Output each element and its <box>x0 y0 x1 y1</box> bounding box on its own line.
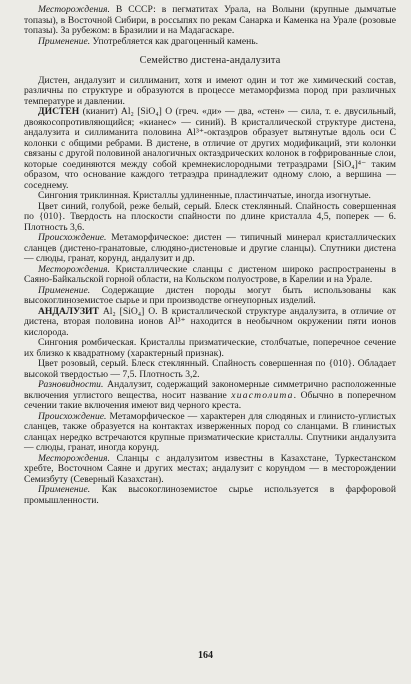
paragraph-andalusite-syngony: Сингония ромбическая. Кристаллы призматические, столбчатые, поперечное сечение их близко к квадратному (характерный признак). <box>24 337 396 359</box>
paragraph-lead: Разновидности. <box>38 379 104 390</box>
paragraph-lead: Месторождения. <box>38 452 110 464</box>
page-number: 164 <box>198 650 213 661</box>
paragraph-disthene-application <box>24 286 396 307</box>
paragraph-text: (кианит) Al₂ [SiO₄] O (греч. «ди» — два, «стен» — сила, т. е. двусильный, двоякосопротивляющийся; «кианес» — синий). В кристаллической структуре дистена, андалузита и силлиманита половина Al³⁺-октаэдров образует вытянутые вдоль оси С колонки с общими ребрами. В дистене, в отличие от других модификаций, эти колонки связаны с другой половиной аналогичных октаэдрических колонок в гофрированные слои, которые соединяются между собой кремнекислородными тетраэдрами [SiO₄]⁴⁻ таким образом, что основание каждого тетраэдра принадлежит одному слою, а вершина — соседнему. <box>24 106 396 191</box>
paragraph-text: Метаморфическое — характерен для слюдяных и глинисто-углистых сланцев, также образуется на контактах изверженных пород со сланцами. В глинистых сланцах нередко встречаются крупные призматические кристаллы. Спутники андалузита — слюды, гранат, иногда корунд. <box>24 410 396 453</box>
paragraph-text: Андалузит, содержащий закономерные симметрично расположенные включения углистого вещества, носит название <box>24 379 396 401</box>
paragraph-intro: Дистен, андалузит и силлиманит, хотя и имеют один и тот же химический состав, различны по структуре и образуются в процессе метаморфизма пород при различных температуре и давлении. <box>24 74 396 107</box>
paragraph-text: Кристаллические сланцы с дистеном широко распространены в Саяно-Байкальской горной области, на Кольском полуострове, в Карелии и на Урале. <box>24 263 396 285</box>
paragraph-deposits-topaz <box>24 5 396 37</box>
paragraph-lead: Применение. <box>38 484 91 495</box>
paragraph-disthene-origin <box>24 233 396 265</box>
paragraph-text: Сланцы с андалузитом известны в Казахстане, Туркестанском хребте, Восточном Саяне и других местах; андалузит с корундом — в месторождении Семизбуту (Северный Казахстан). <box>24 452 396 485</box>
paragraph-disthene-syngony: Сингония триклинная. Кристаллы удлиненные, пластинчатые, иногда изогнутые. <box>38 190 371 201</box>
paragraph-andalusite-deposits <box>24 454 396 486</box>
paragraph-lead: Происхождение. <box>38 410 107 422</box>
paragraph-lead: Месторождения. <box>38 263 110 275</box>
paragraph-text: Употребляется как драгоценный камень. <box>90 35 259 47</box>
paragraph-andalusite-application <box>24 485 396 506</box>
term-chiastolite: хиастолита <box>231 389 294 401</box>
paragraph-disthene-deposits <box>24 265 396 286</box>
paragraph-text: . Обычно в поперечном сечении такие включения имеют вид черного креста. <box>24 389 396 411</box>
paragraph-andalusite-varieties <box>24 380 396 412</box>
paragraph-lead: Месторождения. <box>38 4 110 15</box>
paragraph-disthene-color: Цвет синий, голубой, реже белый, серый. Блеск стеклянный. Спайность совершенная по {010}. Твердость на плоскости спайности по длине кристалла 4,5, поперек — 6. Плотность 3,6. <box>24 200 396 233</box>
paragraph-andalusite-origin <box>24 412 396 454</box>
paragraph-text: Как высокоглиноземистое сырье используется в фарфоровой промышленности. <box>24 484 396 506</box>
paragraph-text: Al₂ [SiO₄] O. В кристаллической структуре андалузита, в отличие от дистена, вторая половина ионов Al³⁺ находится в необычном окружении пяти ионов кислорода. <box>24 305 396 338</box>
paragraph-lead: Применение. <box>38 35 91 47</box>
paragraph-andalusite <box>24 307 396 339</box>
paragraph-disthene <box>24 107 396 191</box>
paragraph-text: Метаморфическое: дистен — типичный минерал кристаллических сланцев (дистено-гранатовые, слюдяно-дистеновые и другие сланцы). Спутники дистена — слюды, гранат, корунд, андалузит и др. <box>24 232 396 264</box>
mineral-name-disthene: ДИСТЕН <box>38 106 80 117</box>
paragraph-text: В СССР: в пегматитах Урала, на Волыни (крупные дымчатые топазы), в Восточной Сибири, в россыпях по рекам Санарка и Каменка на Урале (розовые топазы). За рубежом: в Бразилии и на Мадагаскаре. <box>24 4 396 36</box>
paragraph-text: Содержащие дистен породы могут быть использованы как высокоглиноземистое сырье и при производстве огнеупорных изделий. <box>24 284 396 306</box>
paragraph-lead: Происхождение. <box>38 232 107 243</box>
paragraph-andalusite-color: Цвет розовый, серый. Блеск стеклянный. Спайность совершенная по {010}. Обладает высокой твердостью — 7,5. Плотность 3,2. <box>24 358 396 380</box>
mineral-name-andalusite: АНДАЛУЗИТ <box>38 305 99 317</box>
section-heading: Семейство дистена-андалузита <box>139 55 281 66</box>
page-content <box>24 5 396 506</box>
paragraph-lead: Применение. <box>38 284 91 296</box>
paragraph-application-topaz <box>24 37 396 48</box>
